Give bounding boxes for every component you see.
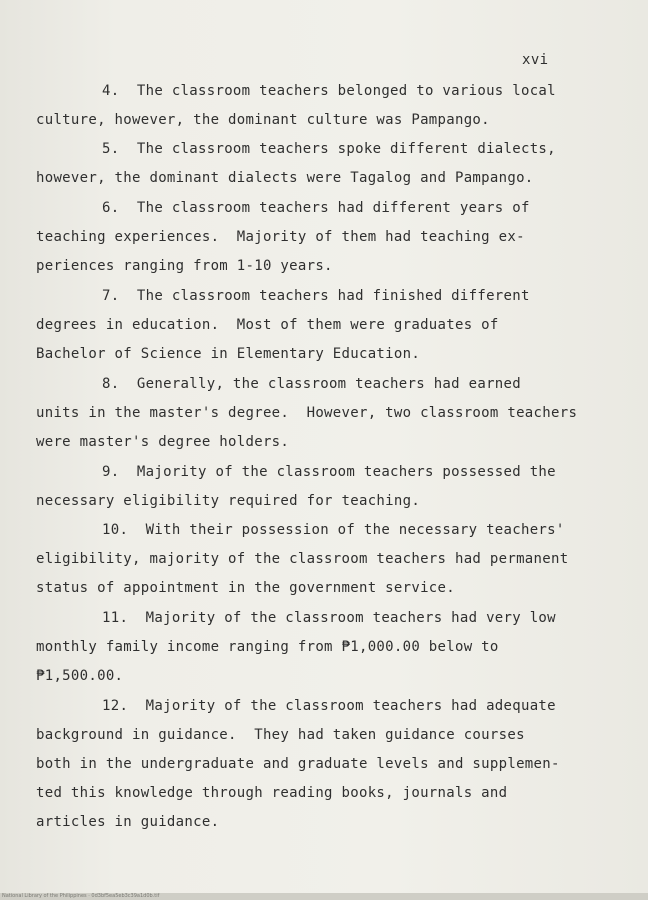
finding-item-4 — [36, 77, 616, 135]
text-line: 10. With their possession of the necessary teachers' — [102, 522, 565, 538]
text-line: articles in guidance. — [36, 814, 220, 830]
text-line: 4. The classroom teachers belonged to various local — [102, 83, 556, 99]
page-number: xvi — [522, 52, 549, 68]
text-line: status of appointment in the government service. — [36, 580, 455, 596]
text-line: units in the master's degree. However, two classroom teachers — [36, 405, 578, 421]
finding-item-12 — [36, 692, 616, 837]
text-line: however, the dominant dialects were Tagalog and Pampango. — [36, 170, 534, 186]
text-line: 7. The classroom teachers had finished different — [102, 288, 530, 304]
text-line: necessary eligibility required for teaching. — [36, 493, 421, 509]
text-line: were master's degree holders. — [36, 434, 290, 450]
finding-item-8 — [36, 370, 616, 457]
text-line: 11. Majority of the classroom teachers had very low — [102, 610, 556, 626]
text-line: both in the undergraduate and graduate levels and supplemen- — [36, 756, 560, 772]
text-line: 12. Majority of the classroom teachers had adequate — [102, 698, 556, 714]
finding-item-7 — [36, 282, 616, 369]
text-line: 5. The classroom teachers spoke different dialects, — [102, 141, 556, 157]
text-line: periences ranging from 1-10 years. — [36, 258, 333, 274]
finding-item-10 — [36, 516, 616, 603]
text-line: ted this knowledge through reading books, journals and — [36, 785, 508, 801]
scan-footer: National Library of the Philippines · 0d3bf5ea5eb3c39a1d0b.tif — [2, 893, 160, 899]
finding-item-6 — [36, 194, 616, 281]
text-line: ₱1,500.00. — [36, 668, 124, 684]
finding-item-11 — [36, 604, 616, 691]
finding-item-9 — [36, 458, 616, 516]
text-line: Bachelor of Science in Elementary Education. — [36, 346, 421, 362]
text-line: 9. Majority of the classroom teachers possessed the — [102, 464, 556, 480]
text-line: culture, however, the dominant culture was Pampango. — [36, 112, 490, 128]
text-line: eligibility, majority of the classroom teachers had permanent — [36, 551, 569, 567]
finding-item-5 — [36, 135, 616, 193]
text-line: degrees in education. Most of them were graduates of — [36, 317, 499, 333]
text-line: monthly family income ranging from ₱1,000.00 below to — [36, 639, 499, 655]
text-line: 6. The classroom teachers had different years of — [102, 200, 530, 216]
text-line: background in guidance. They had taken guidance courses — [36, 727, 525, 743]
text-line: teaching experiences. Majority of them had teaching ex- — [36, 229, 525, 245]
text-line: 8. Generally, the classroom teachers had earned — [102, 376, 521, 392]
